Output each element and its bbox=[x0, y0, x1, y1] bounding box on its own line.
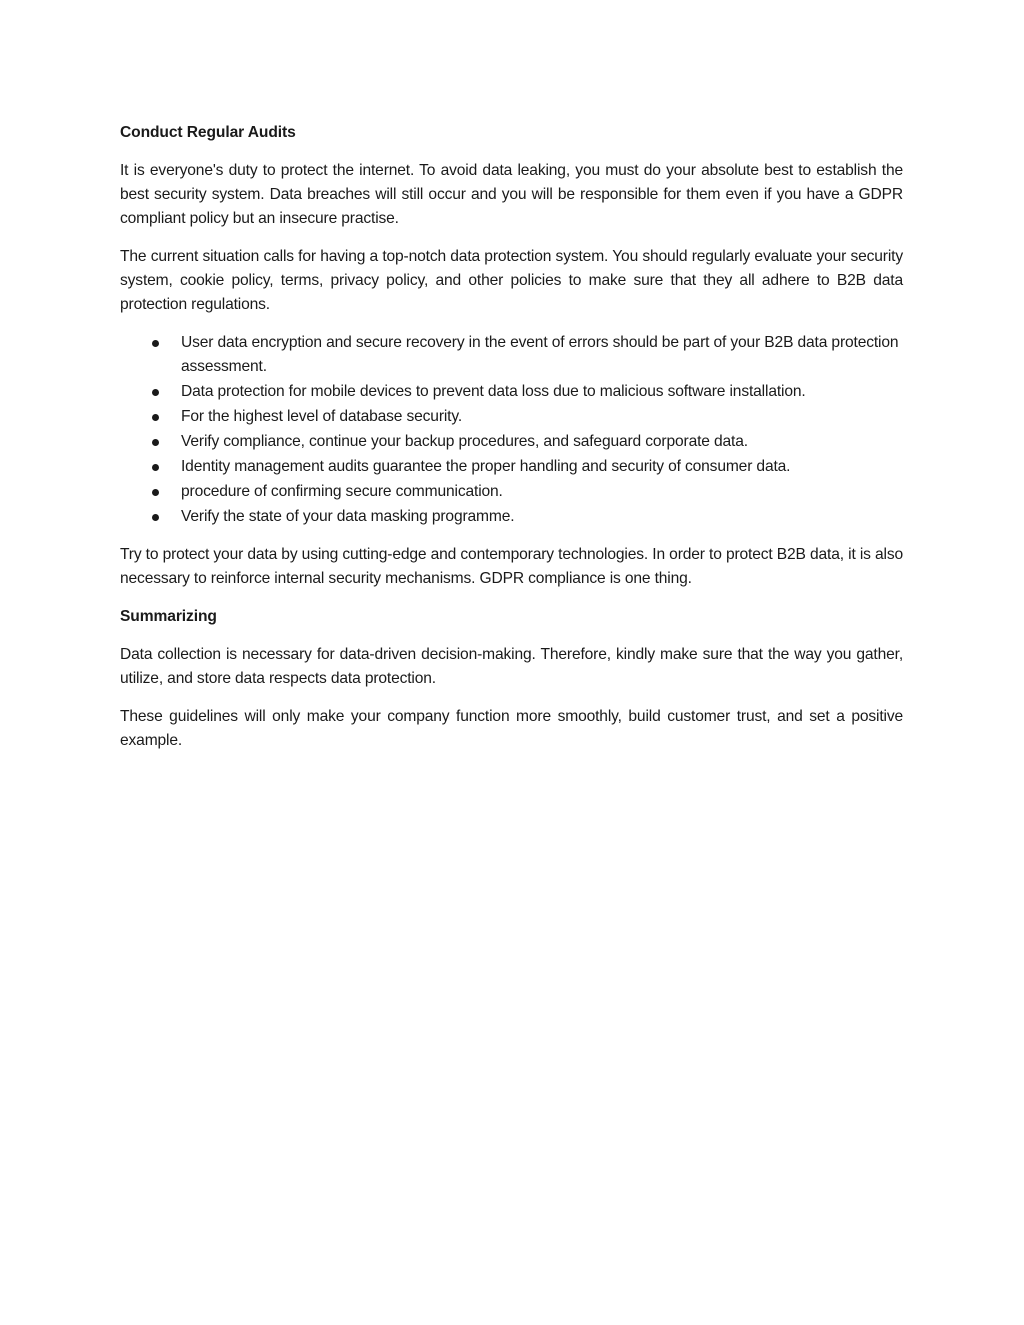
bullet-icon bbox=[152, 414, 159, 421]
list-item-text: User data encryption and secure recovery in the event of errors should be part of your B2B data protection assessment. bbox=[181, 334, 899, 375]
paragraph: These guidelines will only make your company function more smoothly, build customer trust, and set a positive example. bbox=[120, 708, 903, 749]
paragraph: Try to protect your data by using cutting-edge and contemporary technologies. In order to protect B2B data, it is also necessary to reinforce internal security mechanisms. GDPR compliance is one thing. bbox=[120, 546, 903, 587]
bullet-icon bbox=[152, 464, 159, 471]
bullet-list bbox=[120, 331, 903, 529]
list-item-text: Verify the state of your data masking programme. bbox=[181, 508, 515, 525]
list-item-text: Identity management audits guarantee the proper handling and security of consumer data. bbox=[181, 458, 791, 475]
paragraph: The current situation calls for having a top-notch data protection system. You should regularly evaluate your security system, cookie policy, terms, privacy policy, and other policies to make sure that they all adhere to B2B data protection regulations. bbox=[120, 248, 903, 313]
list-item bbox=[120, 430, 903, 454]
list-item-text: procedure of confirming secure communication. bbox=[181, 483, 503, 500]
bullet-icon bbox=[152, 489, 159, 496]
list-item bbox=[120, 505, 903, 529]
bullet-icon bbox=[152, 340, 159, 347]
paragraph: Data collection is necessary for data-driven decision-making. Therefore, kindly make sure that the way you gather, utilize, and store data respects data protection. bbox=[120, 646, 903, 687]
list-item bbox=[120, 480, 903, 504]
list-item-text: Verify compliance, continue your backup procedures, and safeguard corporate data. bbox=[181, 433, 748, 450]
bullet-icon bbox=[152, 389, 159, 396]
list-item bbox=[120, 331, 903, 379]
list-item bbox=[120, 455, 903, 479]
document-body bbox=[120, 121, 903, 767]
list-item-text: For the highest level of database security. bbox=[181, 408, 463, 425]
bullet-icon bbox=[152, 514, 159, 521]
list-item bbox=[120, 380, 903, 404]
bullet-icon bbox=[152, 439, 159, 446]
list-item bbox=[120, 405, 903, 429]
paragraph: It is everyone's duty to protect the internet. To avoid data leaking, you must do your absolute best to establish the best security system. Data breaches will still occur and you will be responsible for them even if you have a GDPR compliant policy but an insecure practise. bbox=[120, 162, 903, 227]
section-heading-summarizing: Summarizing bbox=[120, 608, 217, 625]
list-item-text: Data protection for mobile devices to prevent data loss due to malicious software installation. bbox=[181, 383, 806, 400]
section-heading-audits: Conduct Regular Audits bbox=[120, 124, 296, 141]
